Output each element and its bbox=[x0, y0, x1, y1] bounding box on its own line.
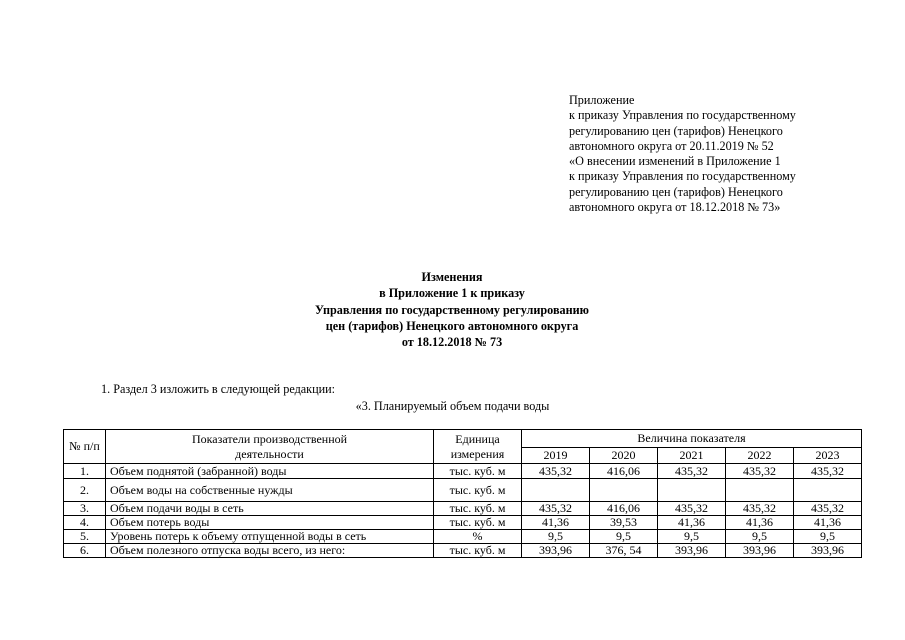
title-line: в Приложение 1 к приказу bbox=[379, 286, 525, 301]
water-volume-table bbox=[63, 429, 862, 558]
table-row bbox=[64, 544, 862, 558]
row-num: 3. bbox=[64, 502, 106, 516]
row-value: 393,96 bbox=[726, 544, 794, 558]
row-value: 41,36 bbox=[658, 516, 726, 530]
appendix-note-line: Приложение bbox=[569, 93, 635, 107]
document-title bbox=[150, 269, 754, 350]
row-unit: тыс. куб. м bbox=[434, 502, 522, 516]
row-value: 416,06 bbox=[590, 464, 658, 479]
row-value: 9,5 bbox=[590, 530, 658, 544]
table-row bbox=[64, 530, 862, 544]
row-num: 2. bbox=[64, 479, 106, 502]
appendix-note-line: регулированию цен (тарифов) Ненецкого bbox=[569, 184, 783, 199]
row-num: 6. bbox=[64, 544, 106, 558]
header-unit: Единица измерения bbox=[434, 430, 522, 464]
row-indicator: Уровень потерь к объему отпущенной воды в сеть bbox=[106, 530, 434, 544]
row-value bbox=[794, 479, 862, 502]
row-value bbox=[590, 479, 658, 502]
row-unit: тыс. куб. м bbox=[434, 479, 522, 502]
row-value: 435,32 bbox=[522, 502, 590, 516]
row-value: 9,5 bbox=[658, 530, 726, 544]
row-value: 435,32 bbox=[726, 464, 794, 479]
header-indicator: Показатели производственной деятельности bbox=[106, 430, 434, 464]
row-indicator: Объем потерь воды bbox=[106, 516, 434, 530]
row-value: 393,96 bbox=[522, 544, 590, 558]
item-text: 1. Раздел 3 изложить в следующей редакции: bbox=[101, 382, 336, 396]
title-line: Изменения bbox=[421, 270, 483, 284]
title-line: от 18.12.2018 № 73 bbox=[401, 335, 503, 350]
row-unit: тыс. куб. м bbox=[434, 544, 522, 558]
appendix-note-line: к приказу Управления по государственному bbox=[569, 108, 796, 123]
table-header-row bbox=[64, 430, 862, 448]
row-indicator: Объем поднятой (забранной) воды bbox=[106, 464, 434, 479]
header-year: 2022 bbox=[726, 448, 794, 464]
row-value: 41,36 bbox=[522, 516, 590, 530]
row-indicator: Объем воды на собственные нужды bbox=[106, 479, 434, 502]
row-value: 41,36 bbox=[726, 516, 794, 530]
header-year: 2020 bbox=[590, 448, 658, 464]
table-row bbox=[64, 516, 862, 530]
header-value-group: Величина показателя bbox=[522, 430, 862, 448]
appendix-note bbox=[569, 93, 869, 215]
table-row bbox=[64, 502, 862, 516]
row-value: 9,5 bbox=[522, 530, 590, 544]
row-value: 416,06 bbox=[590, 502, 658, 516]
section-heading: «3. Планируемый объем подачи воды bbox=[355, 399, 550, 413]
row-value: 435,32 bbox=[794, 502, 862, 516]
appendix-note-line: регулированию цен (тарифов) Ненецкого bbox=[569, 123, 783, 138]
row-num: 1. bbox=[64, 464, 106, 479]
row-unit: тыс. куб. м bbox=[434, 516, 522, 530]
row-value: 9,5 bbox=[726, 530, 794, 544]
row-unit: % bbox=[434, 530, 522, 544]
appendix-note-line: автономного округа от 18.12.2018 № 73» bbox=[569, 200, 781, 215]
row-unit: тыс. куб. м bbox=[434, 464, 522, 479]
row-value: 435,32 bbox=[726, 502, 794, 516]
row-value bbox=[726, 479, 794, 502]
row-value: 393,96 bbox=[658, 544, 726, 558]
row-value: 376, 54 bbox=[590, 544, 658, 558]
title-line: цен (тарифов) Ненецкого автономного округа bbox=[325, 318, 579, 333]
table-row bbox=[64, 479, 862, 502]
appendix-note-line: к приказу Управления по государственному bbox=[569, 169, 796, 184]
row-value: 41,36 bbox=[794, 516, 862, 530]
row-value: 435,32 bbox=[658, 464, 726, 479]
row-value: 393,96 bbox=[794, 544, 862, 558]
row-value bbox=[522, 479, 590, 502]
row-value: 435,32 bbox=[794, 464, 862, 479]
row-value: 39,53 bbox=[590, 516, 658, 530]
title-line: Управления по государственному регулированию bbox=[315, 302, 589, 317]
header-year: 2021 bbox=[658, 448, 726, 464]
row-indicator: Объем полезного отпуска воды всего, из него: bbox=[106, 544, 434, 558]
row-value: 9,5 bbox=[794, 530, 862, 544]
table-row bbox=[64, 464, 862, 479]
row-value bbox=[658, 479, 726, 502]
row-value: 435,32 bbox=[522, 464, 590, 479]
header-year: 2023 bbox=[794, 448, 862, 464]
header-num: № п/п bbox=[64, 430, 106, 464]
appendix-note-line: «О внесении изменений в Приложение 1 bbox=[569, 154, 781, 169]
row-value: 435,32 bbox=[658, 502, 726, 516]
header-year: 2019 bbox=[522, 448, 590, 464]
row-indicator: Объем подачи воды в сеть bbox=[106, 502, 434, 516]
row-num: 4. bbox=[64, 516, 106, 530]
row-num: 5. bbox=[64, 530, 106, 544]
appendix-note-line: автономного округа от 20.11.2019 № 52 bbox=[569, 138, 774, 153]
